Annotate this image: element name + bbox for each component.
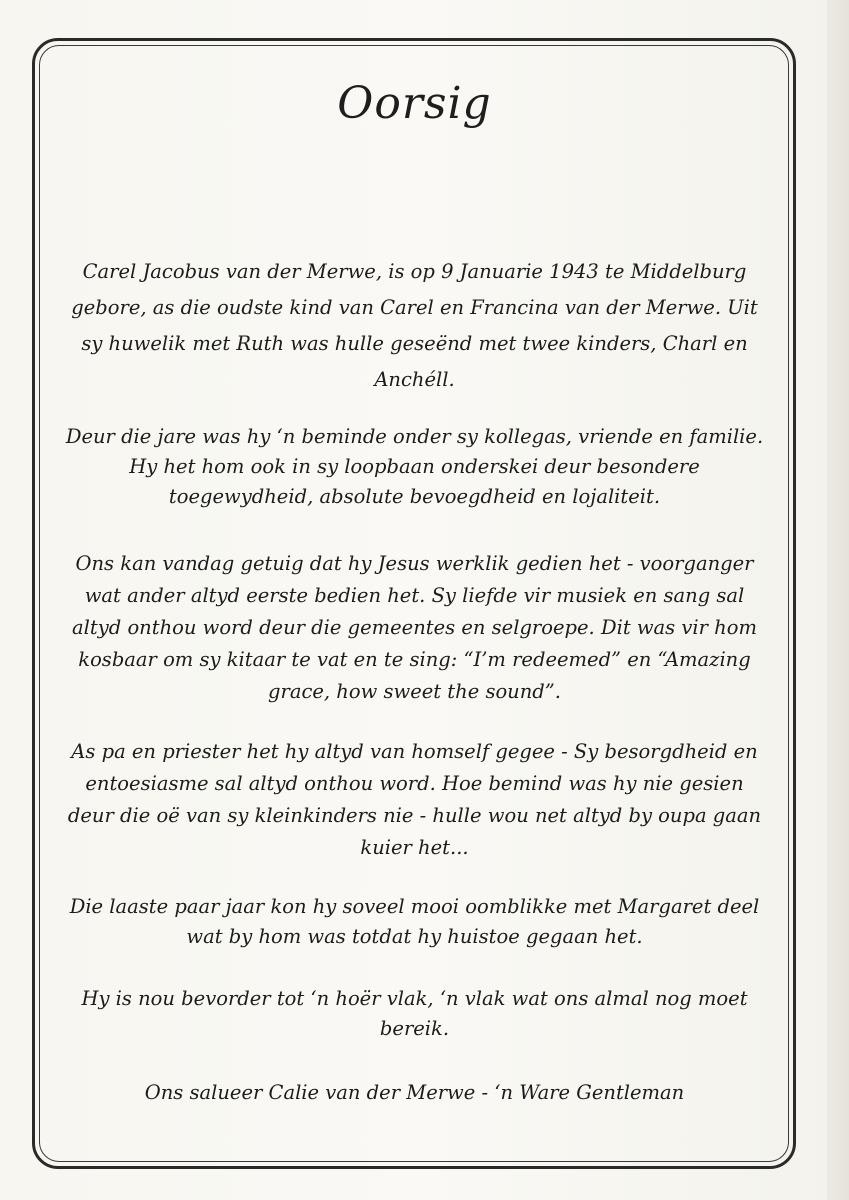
page-edge xyxy=(827,0,849,1200)
paragraph-birth: Carel Jacobus van der Merwe, is op 9 Januarie 1943 te Middelburg gebore, as die oudste kind van Carel en Francina van der Merwe. Uit sy huwelik met Ruth was hulle geseënd met twee kinders, Charl en Anchéll. xyxy=(71,260,758,391)
body-text xyxy=(62,254,767,1144)
paragraph-salute: Ons salueer Calie van der Merwe - ‘n Ware Gentleman xyxy=(144,1081,685,1104)
paragraph-promotion: Hy is nou bevorder tot ‘n hoër vlak, ‘n vlak wat ons almal nog moet bereik. xyxy=(81,987,748,1040)
paragraph-family: As pa en priester het hy altyd van homself gegee - Sy besorgdheid en entoesiasme sal altyd onthou word. Hoe bemind was hy nie gesien deur die oë van sy kleinkinders nie - hulle wou net altyd by oupa gaan kuier het... xyxy=(67,740,762,859)
paragraph-career: Deur die jare was hy ‘n beminde onder sy kollegas, vriende en familie. Hy het hom ook in sy loopbaan onderskei deur besondere toegewydheid, absolute bevoegdheid en lojaliteit. xyxy=(65,425,764,508)
paragraph-final-years: Die laaste paar jaar kon hy soveel mooi oomblikke met Margaret deel wat by hom was totdat hy huistoe gegaan het. xyxy=(69,895,760,948)
page-title: Oorsig xyxy=(337,78,492,129)
paragraph-faith: Ons kan vandag getuig dat hy Jesus werklik gedien het - voorganger wat ander altyd eerste bedien het. Sy liefde vir musiek en sang sal altyd onthou word deur die gemeentes en selgroepe. Dit was vir hom kosbaar om sy kitaar te vat en te sing: “I’m redeemed” en “Amazing grace, how sweet the sound”. xyxy=(72,552,757,703)
